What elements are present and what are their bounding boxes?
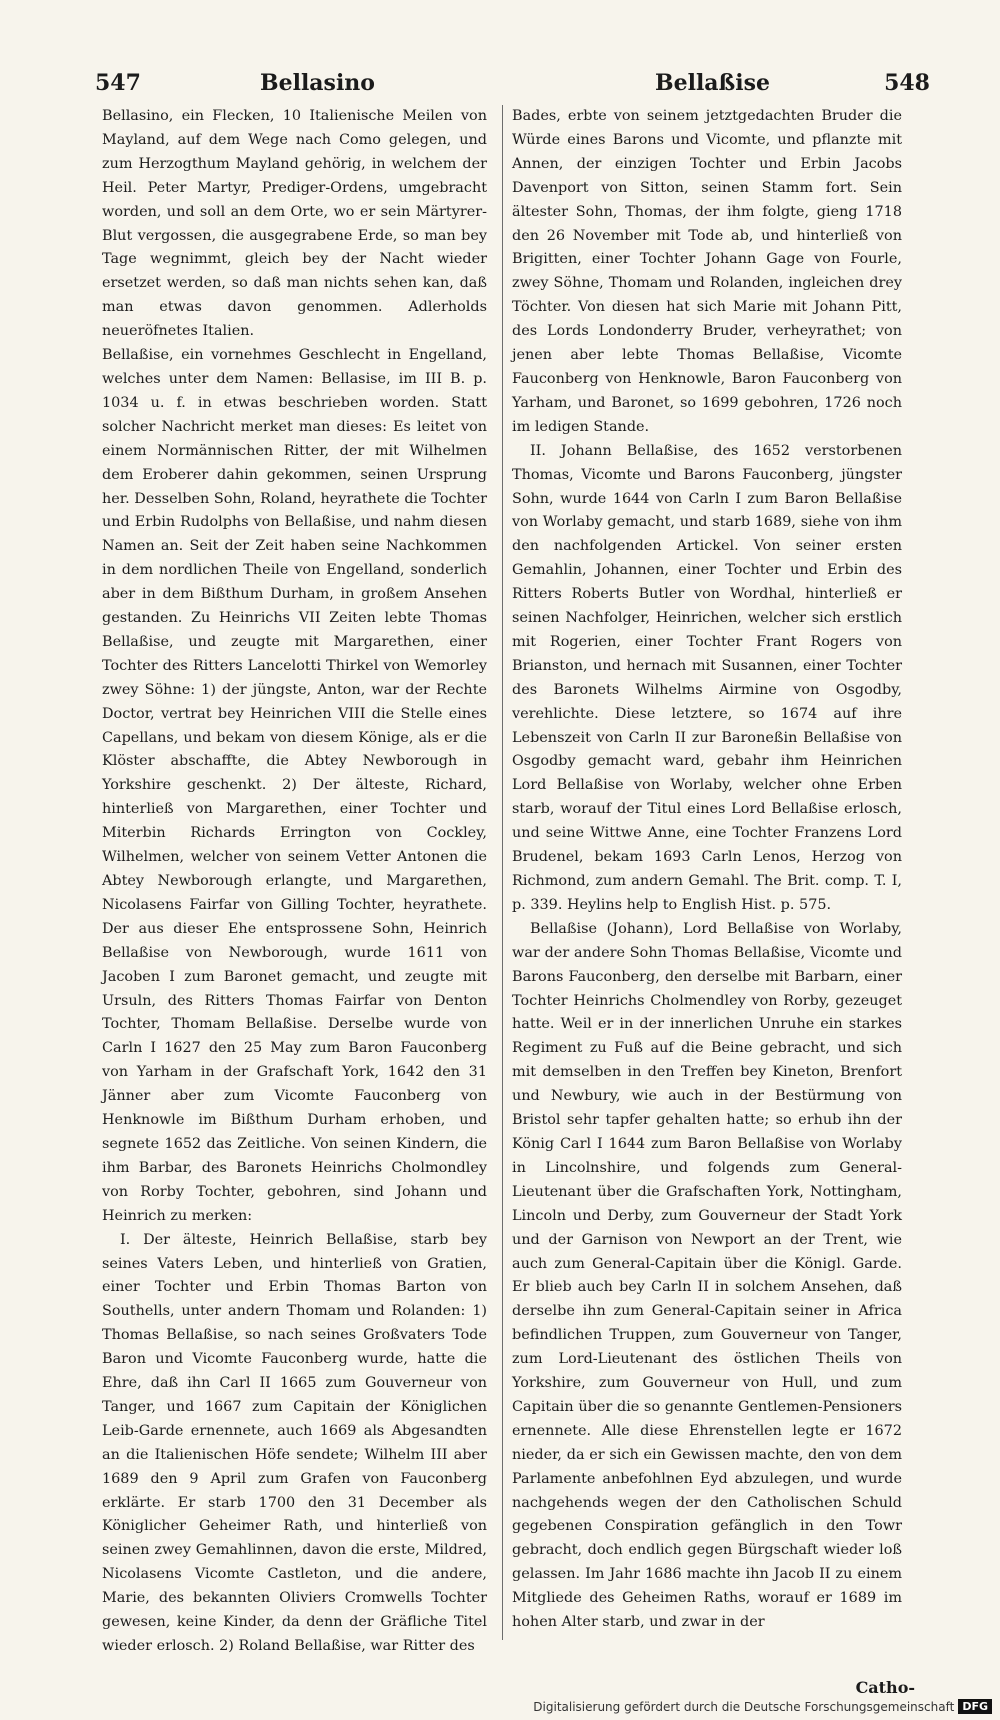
dfg-logo: DFG bbox=[958, 1699, 992, 1714]
paragraph-heinrich: I. Der älteste, Heinrich Bellaßise, starb bey seines Vaters Leben, und hinterließ von Gratien, einer Tochter und Erbin Thomas Barton von Southells, unter andern Thomam und Rolanden: 1) Thomas Bellaßise, so nach seines Großvaters Tode Baron und Vicomte Fauconberg wurde, hatte die Ehre, daß ihn Carl II 1665 zum Gouverneur von Tanger, und 1667 zum Capitain der Königlichen Leib-Garde ernennete, auch 1669 als Abgesandten an die Italienischen Höfe sendete; Wilhelm III aber 1689 den 9 April zum Grafen von Fauconberg erklärte. Er starb 1700 den 31 December als Königlicher Geheimer Rath, und hinterließ von seinen zwey Gemahlinnen, davon die erste, Mildred, Nicolasens Vicomte Castleton, und die andere, Marie, des bekannten Oliviers Cromwells Tochter gewesen, keine Kinder, da denn der Gräfliche Titel wieder erlosch. 2) Roland Bellaßise, war Ritter des bbox=[102, 1231, 487, 1654]
footer-text: Digitalisierung gefördert durch die Deutsche Forschungsgemeinschaft bbox=[533, 1699, 955, 1714]
right-column bbox=[512, 105, 902, 1635]
entry-bellasino: Bellasino, ein Flecken, 10 Italienische Meilen von Mayland, auf dem Wege nach Como gelegen, und zum Herzogthum Mayland gehörig, in welchem der Heil. Peter Martyr, Prediger-Ordens, umgebracht worden, und soll an dem Orte, wo er sein Märtyrer-Blut vergossen, die ausgegrabene Erde, so man bey Tage wegnimmt, gleich bey der Nacht wieder ersetzet werden, so daß man nichts sehen kan, daß man etwas davon genommen. Adlerholds neueröfnetes Italien. bbox=[102, 108, 487, 340]
paragraph-continuation: Bades, erbte von seinem jetztgedachten Bruder die Würde eines Barons und Vicomte, und pflanzte mit Annen, der einzigen Tochter und Erbin Jacobs Davenport von Sitton, seinen Stamm fort. Sein ältester Sohn, Thomas, der ihm folgte, gieng 1718 den 26 November mit Tode ab, und hinterließ von Brigitten, einer Tochter Johann Gage von Fourle, zwey Söhne, Thomam und Rolanden, ingleichen drey Töchter. Von diesen hat sich Marie mit Johann Pitt, des Lords Londonderry Bruder, verheyrathet; von jenen aber lebte Thomas Bellaßise, Vicomte Fauconberg von Henknowle, Baron Fauconberg von Yarham, und Baronet, so 1699 gebohren, 1726 noch im ledigen Stande. bbox=[512, 108, 902, 435]
entry-bellassise: Bellaßise, ein vornehmes Geschlecht in Engelland, welches unter dem Namen: Bellasise, im III B. p. 1034 u. f. in etwas beschrieben worden. Statt solcher Nachricht merket man dieses: Es leitet von einem Normännischen Ritter, der mit Wilhelmen dem Eroberer dahin gekommen, seinen Ursprung her. Desselben Sohn, Roland, heyrathete die Tochter und Erbin Rudolphs von Bellaßise, und nahm diesen Namen an. Seit der Zeit haben seine Nachkommen in dem nordlichen Theile von Engelland, sonderlich aber in dem Bißthum Durham, in großem Ansehen gestanden. Zu Heinrichs VII Zeiten lebte Thomas Bellaßise, und zeugte mit Margarethen, einer Tochter des Ritters Lancelotti Thirkel von Wemorley zwey Söhne: 1) der jüngste, Anton, war der Rechte Doctor, vertrat bey Heinrichen VIII die Stelle eines Capellans, und bekam von diesem Könige, als er die Klöster abschaffte, die Abtey Newborough in Yorkshire geschenkt. 2) Der älteste, Richard, hinterließ von Margarethen, einer Tochter und Miterbin Richards Errington von Cockley, Wilhelmen, welcher von seinem Vetter Antonen die Abtey Newborough erlangte, und Margarethen, Nicolasens Fairfar von Gilling Tochter, heyrathete. Der aus dieser Ehe entsprossene Sohn, Heinrich Bellaßise von Newborough, wurde 1611 von Jacoben I zum Baronet gemacht, und zeugte mit Ursuln, des Ritters Thomas Fairfar von Denton Tochter, Thomam Bellaßise. Derselbe wurde von Carln I 1627 den 25 May zum Baron Fauconberg von Yarham in der Grafschaft York, 1642 den 31 Jänner aber zum Vicomte Fauconberg von Henknowle im Bißthum Durham erhoben, und segnete 1652 das Zeitliche. Von seinen Kindern, die ihm Barbar, des Baronets Heinrichs Cholmondley von Rorby Tochter, gebohren, sind Johann und Heinrich zu merken: bbox=[102, 347, 487, 1224]
column-divider bbox=[502, 105, 503, 1640]
page-number-left: 547 bbox=[95, 70, 141, 96]
page-header bbox=[95, 70, 930, 104]
running-title-left: Bellasino bbox=[260, 70, 375, 96]
page-number-right: 548 bbox=[884, 70, 930, 96]
entry-bellassise-johann: Bellaßise (Johann), Lord Bellaßise von Worlaby, war der andere Sohn Thomas Bellaßise, Vicomte und Barons Fauconberg, den derselbe mit Barbarn, einer Tochter Heinrichs Cholmendley von Rorby, gezeuget hatte. Weil er in der innerlichen Unruhe ein starkes Regiment zu Fuß auf die Beine gebracht, und sich mit demselben in den Treffen bey Kineton, Brenfort und Newbury, wie auch in der Bestürmung von Bristol sehr tapfer gehalten hatte; so erhub ihn der König Carl I 1644 zum Baron Bellaßise von Worlaby in Lincolnshire, und folgends zum General-Lieutenant über die Grafschaften York, Nottingham, Lincoln und Derby, zum Gouverneur der Stadt York und der Garnison von Newport an der Trent, wie auch zum General-Capitain über die Königl. Garde. Er blieb auch bey Carln II in solchem Ansehen, daß derselbe ihn zum General-Capitain seiner in Africa befindlichen Truppen, zum Gouverneur von Tanger, zum Lord-Lieutenant des östlichen Theils von Yorkshire, zum Gouverneur von Hull, und zum Capitain über die so genannte Gentlemen-Pensioners ernennete. Alle diese Ehrenstellen legte er 1672 nieder, da er sich ein Gewissen machte, den von dem Parlamente anbefohlnen Eyd abzulegen, und wurde nachgehends wegen der den Catholischen Schuld gegebenen Conspiration gefänglich in den Towr gebracht, doch endlich gegen Bürgschaft wieder loß gelassen. Im Jahr 1686 machte ihn Jacob II zu einem Mitgliede des Geheimen Raths, worauf er 1689 im hohen Alter starb, und zwar in der bbox=[512, 920, 902, 1631]
running-title-right: Bellaßise bbox=[655, 70, 771, 96]
paragraph-johann: II. Johann Bellaßise, des 1652 verstorbenen Thomas, Vicomte und Barons Fauconberg, jüngster Sohn, wurde 1644 von Carln I zum Baron Bellaßise von Worlaby gemacht, und starb 1689, siehe von ihm den nachfolgenden Artickel. Von seiner ersten Gemahlin, Johannen, einer Tochter und Erbin des Ritters Roberts Butler von Wordhal, hinterließ er seinen Nachfolger, Heinrichen, welcher sich erstlich mit Rogerien, einer Tochter Frant Rogers von Brianston, und hernach mit Susannen, einer Tochter des Baronets Wilhelms Airmine von Osgodby, verehlichte. Diese letztere, so 1674 auf ihre Lebenszeit von Carln II zur Baroneßin Bellaßise von Osgodby gemacht ward, gebahr ihm Heinrichen Lord Bellaßise von Worlaby, welcher ohne Erben starb, worauf der Titul eines Lord Bellaßise erlosch, und seine Wittwe Anne, eine Tochter Franzens Lord Brudenel, bekam 1693 Carln Lenos, Herzog von Richmond, zum andern Gemahl. The Brit. comp. T. I, p. 339. Heylins help to English Hist. p. 575. bbox=[512, 442, 902, 913]
catchword: Catho- bbox=[855, 1678, 915, 1697]
digitization-footer bbox=[533, 1699, 992, 1714]
left-column bbox=[102, 105, 487, 1659]
